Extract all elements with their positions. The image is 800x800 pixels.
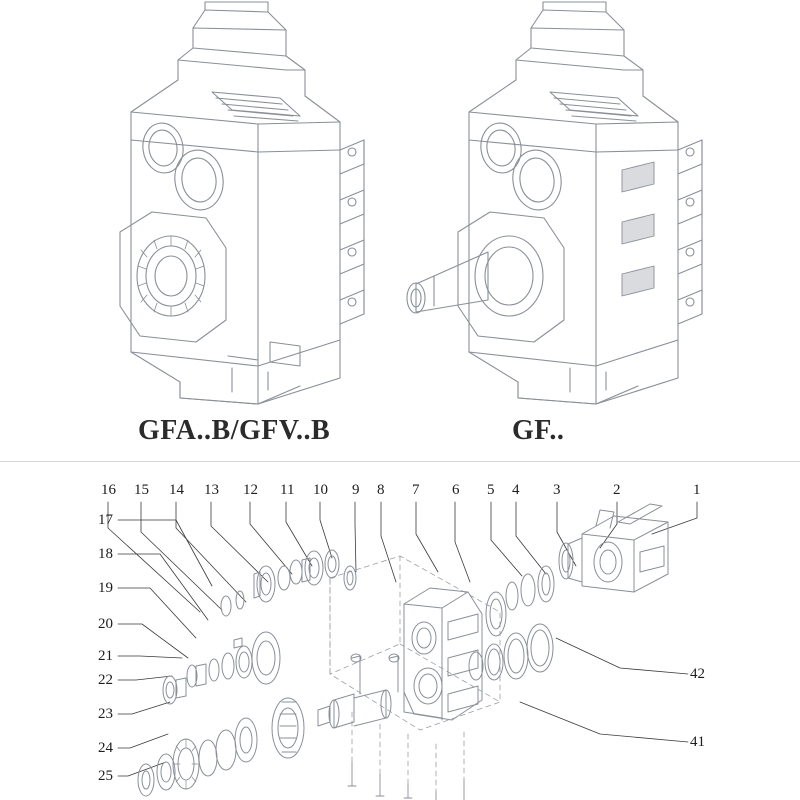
callout-24: 24 — [98, 740, 113, 756]
bolt-row — [348, 762, 464, 800]
shaft-assemblies — [173, 654, 399, 789]
callout-4: 4 — [512, 482, 520, 498]
lower-left-parts — [138, 754, 175, 796]
callout-6: 6 — [452, 482, 460, 498]
callout-12: 12 — [243, 482, 258, 498]
callout-1: 1 — [693, 482, 701, 498]
callout-17: 17 — [98, 512, 113, 528]
callout-11: 11 — [280, 482, 295, 498]
upper-left-rings — [221, 550, 356, 616]
callout-20: 20 — [98, 616, 113, 632]
callout-15: 15 — [134, 482, 149, 498]
left-gear-unit — [120, 2, 364, 404]
callout-5: 5 — [487, 482, 495, 498]
callout-10: 10 — [313, 482, 328, 498]
callout-7: 7 — [412, 482, 420, 498]
callout-25: 25 — [98, 768, 113, 784]
caption-right-unit: GF.. — [512, 415, 565, 446]
callout-21: 21 — [98, 648, 113, 664]
callout-41: 41 — [690, 734, 705, 750]
callout-16: 16 — [101, 482, 116, 498]
caption-left-unit: GFA..B/GFV..B — [138, 415, 331, 446]
callout-3: 3 — [553, 482, 561, 498]
callout-2: 2 — [613, 482, 621, 498]
callout-42: 42 — [690, 666, 705, 682]
exploded-linework — [0, 462, 800, 800]
callout-9: 9 — [352, 482, 360, 498]
right-gear-unit — [407, 2, 702, 404]
callout-19: 19 — [98, 580, 113, 596]
motor-adapter-assembly — [559, 504, 668, 592]
callout-18: 18 — [98, 546, 113, 562]
callout-8: 8 — [377, 482, 385, 498]
callout-13: 13 — [204, 482, 219, 498]
center-housing — [404, 588, 482, 720]
callout-14: 14 — [169, 482, 184, 498]
exploded-view — [0, 462, 800, 800]
callout-23: 23 — [98, 706, 113, 722]
mid-left-rings — [163, 632, 280, 704]
callout-22: 22 — [98, 672, 113, 688]
